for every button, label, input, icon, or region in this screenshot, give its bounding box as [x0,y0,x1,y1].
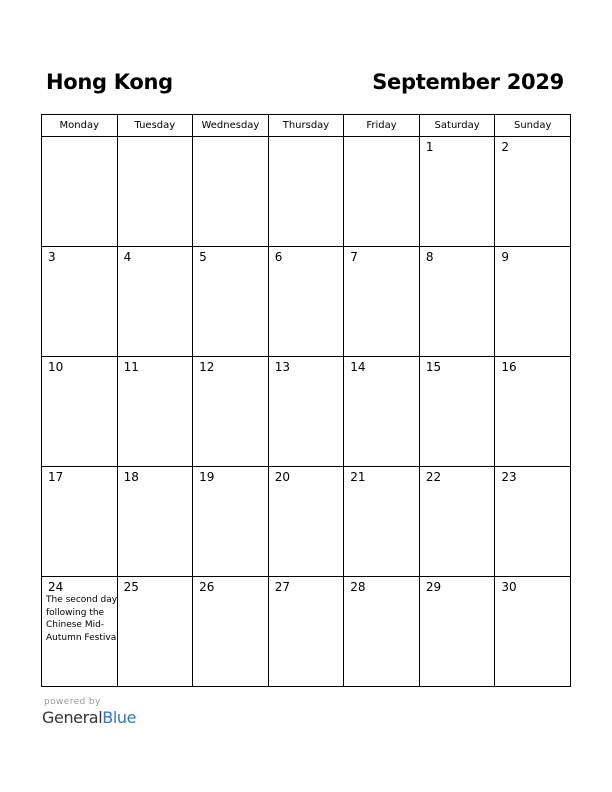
week-row [42,247,571,357]
day-number: 5 [199,250,207,264]
day-cell [42,357,118,467]
day-number: 24 [48,580,64,594]
day-cell [344,357,420,467]
day-cell [117,247,193,357]
day-number [42,137,117,140]
day-cell [495,247,571,357]
day-cell [268,577,344,687]
holiday-label: The second day following the Chinese Mid-Autumn Festival [46,595,119,643]
day-number: 30 [501,580,517,594]
day-number [344,137,419,140]
day-cell [419,577,495,687]
day-cell [42,247,118,357]
weekday-thursday: Thursday [268,115,344,137]
day-cell [495,577,571,687]
day-number: 11 [123,360,139,374]
day-cell [268,247,344,357]
day-number: 7 [350,250,358,264]
day-cell [117,357,193,467]
day-cell [268,137,344,247]
day-number: 22 [425,470,442,484]
calendar-month-title: September 2029 [372,70,564,94]
generalblue-logo [42,708,136,728]
day-number: 14 [350,360,366,374]
day-number: 23 [501,470,517,484]
day-number: 26 [199,580,215,594]
day-cell [42,137,118,247]
day-number: 15 [425,360,442,374]
day-number: 13 [274,360,290,374]
day-number: 17 [48,470,64,484]
day-cell [268,357,344,467]
day-number: 28 [350,580,366,594]
day-number: 20 [274,470,290,484]
day-number: 3 [48,250,56,264]
day-number: 27 [274,580,290,594]
brand-blue-text: Blue [102,708,137,727]
day-cell [344,137,420,247]
week-row [42,357,571,467]
day-number [193,137,268,140]
weekday-tuesday: Tuesday [117,115,193,137]
day-cell [495,467,571,577]
day-cell [42,467,118,577]
day-cell [193,137,269,247]
day-number: 10 [48,360,64,374]
day-cell [193,467,269,577]
day-cell [117,577,193,687]
week-row [42,137,571,247]
day-number [269,137,344,140]
day-cell [495,357,571,467]
calendar-grid [41,114,571,687]
day-cell [117,137,193,247]
weekday-monday: Monday [42,115,118,137]
day-number: 4 [123,250,132,264]
day-cell [344,577,420,687]
weekday-saturday: Saturday [419,115,495,137]
day-cell [193,247,269,357]
day-number: 25 [123,580,139,594]
day-cell [344,467,420,577]
week-row [42,467,571,577]
day-number: 8 [425,250,434,264]
day-cell [495,137,571,247]
weekday-wednesday: Wednesday [193,115,269,137]
day-number: 29 [425,580,442,594]
weekday-header-row [42,115,571,137]
day-cell [268,467,344,577]
weekday-sunday: Sunday [495,115,571,137]
day-cell [344,247,420,357]
day-cell [419,137,495,247]
day-cell [419,357,495,467]
day-cell [419,467,495,577]
day-number: 16 [501,360,517,374]
powered-by-text: powered by [44,697,101,707]
day-number: 2 [501,140,510,154]
day-cell [193,357,269,467]
day-cell [117,467,193,577]
day-cell [42,577,118,687]
day-cell [193,577,269,687]
day-number [118,137,193,140]
brand-general-text: General [42,708,103,727]
day-cell [419,247,495,357]
day-number: 6 [274,250,283,264]
footer-branding [42,697,136,728]
day-number: 9 [501,250,510,264]
weekday-friday: Friday [344,115,420,137]
day-number: 19 [199,470,215,484]
day-number: 21 [350,470,366,484]
week-row [42,577,571,687]
day-number: 12 [199,360,215,374]
day-number: 1 [425,140,434,154]
calendar-location-title: Hong Kong [46,70,173,94]
day-number: 18 [123,470,139,484]
